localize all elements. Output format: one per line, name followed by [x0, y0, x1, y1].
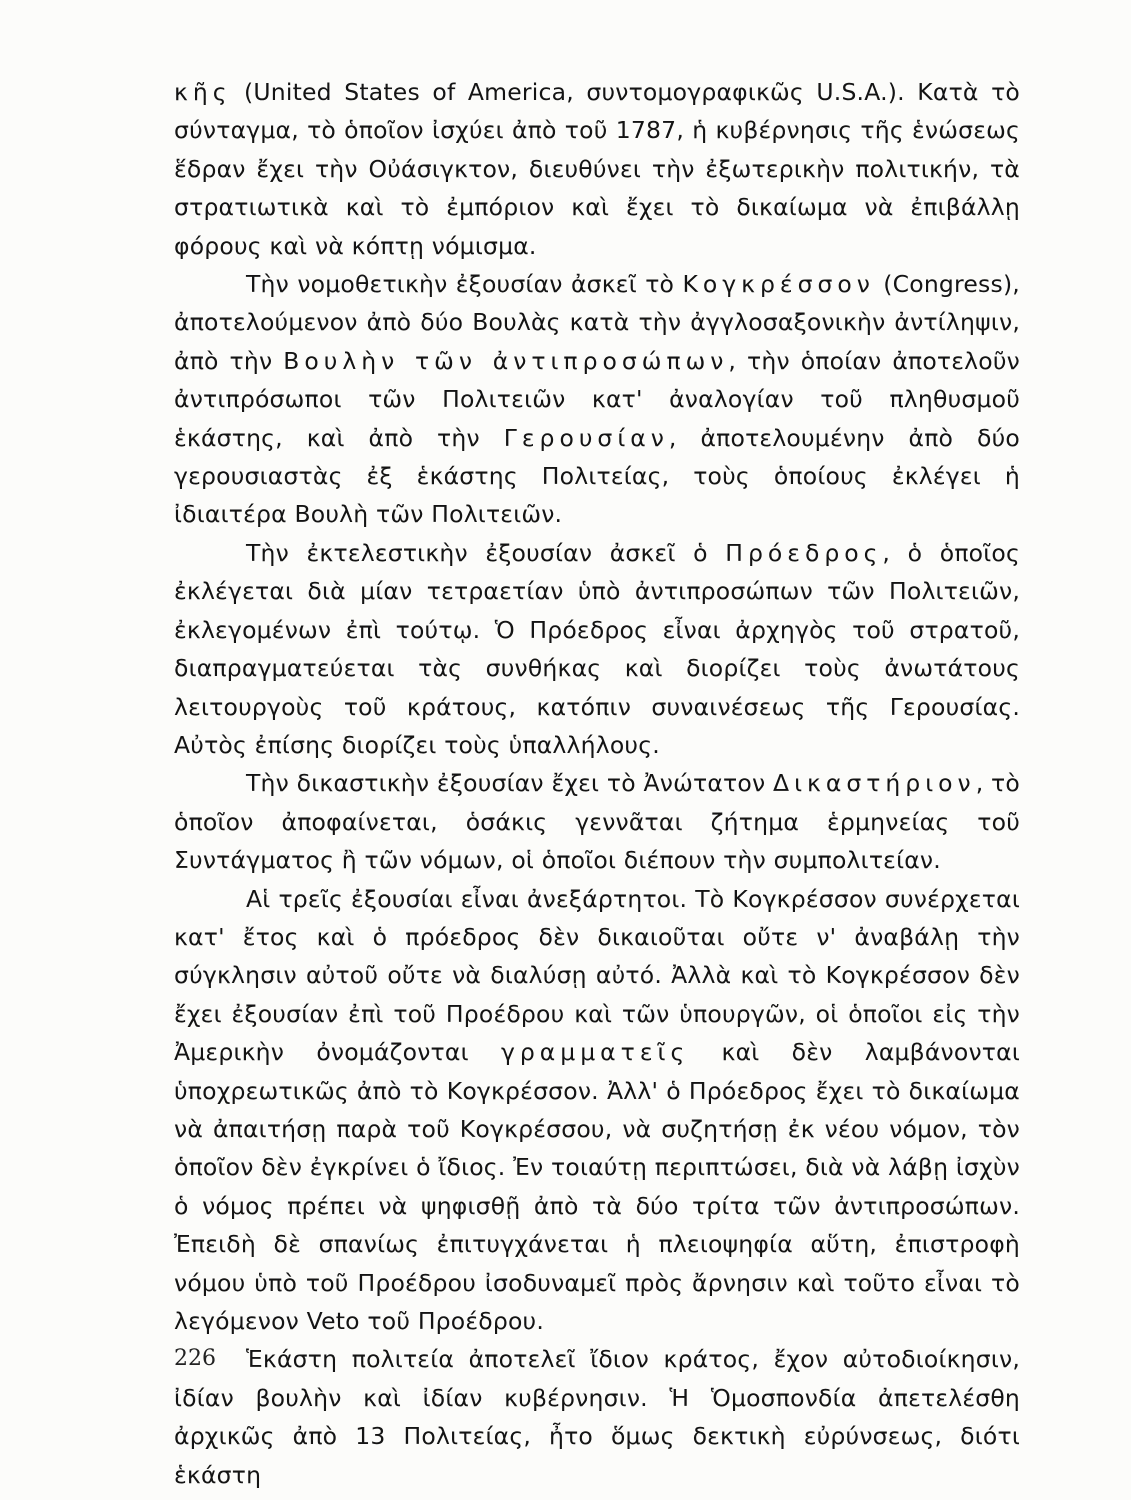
page-number: 226: [174, 1346, 216, 1371]
spaced-emphasis-text: κῆς: [174, 78, 232, 106]
text-run: (Congress), ἀποτελούμενον ἀπὸ δύο Βουλὰς κατὰ τὴν ἀγγλοσαξονικὴν ἀντίληψιν, ἀπὸ τὴν: [174, 270, 1020, 375]
spaced-emphasis-text: γραμματεῖς: [500, 1038, 690, 1067]
paragraph: [174, 880, 1020, 1341]
paragraph: [174, 764, 1020, 879]
text-run: Τὴν νομοθετικὴν ἐξουσίαν ἀσκεῖ τὸ: [246, 270, 683, 299]
text-run: , ὁ ὁποῖος ἐκλέγεται διὰ μίαν τετραετίαν ὑπὸ ἀντιπροσώπων τῶν Πολιτειῶν, ἐκλεγομένων ἐπὶ τούτῳ. Ὁ Πρόεδρος εἶναι ἀρχηγὸς τοῦ στρατοῦ, διαπραγματεύεται τὰς συνθήκας καὶ διορίζει τοὺς ἀνωτάτους λειτουργοὺς τοῦ κράτους, κατόπιν συναινέσεως τῆς Γερουσίας. Αὐτὸς ἐπίσης διορίζει τοὺς ὑπαλλήλους.: [174, 538, 1020, 759]
paragraph: [174, 1340, 1020, 1494]
spaced-emphasis-text: Γερουσίαν: [503, 423, 669, 452]
text-run: , ἀποτελουμένην ἀπὸ δύο γερουσιαστὰς ἐξ ἑκάστης Πολιτείας, τοὺς ὁποίους ἐκλέγει ἡ ἰδιαιτέρα Βουλὴ τῶν Πολιτειῶν.: [174, 423, 1020, 529]
text-run: καὶ δὲν λαμβάνονται ὑποχρεωτικῶς ἀπὸ τὸ Κογκρέσσον. Ἀλλ' ὁ Πρόεδρος ἔχει τὸ δικαίωμα νὰ ἀπαιτήσῃ παρὰ τοῦ Κογκρέσσου, νὰ συζητήσῃ ἐκ νέου νόμον, τὸν ὁποῖον δὲν ἐγκρίνει ὁ ἴδιος. Ἐν τοιαύτῃ περιπτώσει, διὰ νὰ λάβῃ ἰσχὺν ὁ νόμος πρέπει νὰ ψηφισθῇ ἀπὸ τὰ δύο τρίτα τῶν ἀντιπροσώπων. Ἐπειδὴ δὲ σπανίως ἐπιτυγχάνεται ἡ πλειοψηφία αὕτη, ἐπιστροφὴ νόμου ὑπὸ τοῦ Προέδρου ἰσοδυναμεῖ πρὸς ἄρνησιν καὶ τοῦτο εἶναι τὸ λεγόμενον Veto τοῦ Προέδρου.: [174, 1038, 1020, 1335]
body-text: [174, 73, 1020, 1494]
spaced-emphasis-text: Κογκρέσσον: [682, 270, 875, 299]
paragraph: [174, 265, 1020, 534]
paragraph: [174, 534, 1020, 764]
text-run: , τὴν ὁποίαν ἀποτελοῦν ἀντιπρόσωποι τῶν Πολιτειῶν κατ' ἀναλογίαν τοῦ πληθυσμοῦ ἑκάστης, καὶ ἀπὸ τὴν: [174, 346, 1020, 452]
spaced-emphasis-text: Πρόεδρος: [725, 538, 883, 567]
spaced-emphasis-text: Δικαστήριον: [773, 769, 976, 798]
text-run: , τὸ ὁποῖον ἀποφαίνεται, ὁσάκις γεννᾶται ζήτημα ἑρμηνείας τοῦ Συντάγματος ἢ τῶν νόμων, οἱ ὁποῖοι διέπουν τὴν συμπολιτείαν.: [174, 769, 1020, 875]
text-run: Αἱ τρεῖς ἐξουσίαι εἶναι ἀνεξάρτητοι. Τὸ Κογκρέσσον συνέρχεται κατ' ἔτος καὶ ὁ πρόεδρος δὲν δικαιοῦται οὔτε ν' ἀναβάλῃ τὴν σύγκλησιν αὐτοῦ οὔτε νὰ διαλύσῃ αὐτό. Ἀλλὰ καὶ τὸ Κογκρέσσον δὲν ἔχει ἐξουσίαν ἐπὶ τοῦ Προέδρου καὶ τῶν ὑπουργῶν, οἱ ὁποῖοι εἰς τὴν Ἀμερικὴν ὀνομάζονται: [174, 884, 1020, 1067]
text-run: Τὴν ἐκτελεστικὴν ἐξουσίαν ἀσκεῖ ὁ: [246, 538, 726, 567]
paragraph: [174, 73, 1020, 265]
text-run: (United States of America, συντομογραφικῶς U.S.A.). Κατὰ τὸ σύνταγμα, τὸ ὁποῖον ἰσχύει ἀπὸ τοῦ 1787, ἡ κυβέρνησις τῆς ἑνώσεως ἕδραν ἔχει τὴν Οὐάσιγκτον, διευθύνει τὴν ἐξωτερικὴν πολιτικήν, τὰ στρατιωτικὰ καὶ τὸ ἐμπόριον καὶ ἔχει τὸ δικαίωμα νὰ ἐπιβάλλῃ φόρους καὶ νὰ κόπτῃ νόμισμα.: [174, 78, 1020, 260]
spaced-emphasis-text: Βουλὴν τῶν ἀντιπροσώπων: [283, 346, 729, 375]
text-run: Τὴν δικαστικὴν ἐξουσίαν ἔχει τὸ Ἀνώτατον: [246, 769, 773, 798]
text-run: Ἑκάστη πολιτεία ἀποτελεῖ ἴδιον κράτος, ἔχον αὐτοδιοίκησιν, ἰδίαν βουλὴν καὶ ἰδίαν κυβέρνησιν. Ἡ Ὁμοσπονδία ἀπετελέσθη ἀρχικῶς ἀπὸ 13 Πολιτείας, ἦτο ὅμως δεκτικὴ εὐρύνσεως, διότι ἑκάστη: [174, 1345, 1020, 1489]
